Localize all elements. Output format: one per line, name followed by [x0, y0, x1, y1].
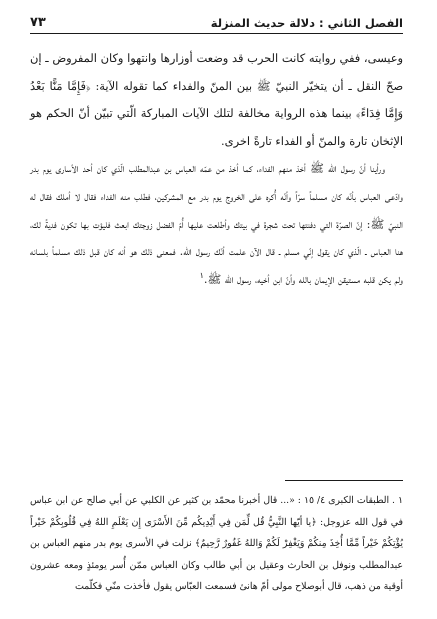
text-line: ورأينا أنّ رسول الله ﷺ أخذ منهم الفداء، كما أخذ من عمّه العباس بن: [164, 161, 385, 176]
main-text: [30, 45, 403, 293]
text-line: إنّي مسلم ـ قال الآن علمت أنّك رسول الله. فمعنى ذلك هو أنه كان قبل ذلك: [74, 244, 314, 259]
header-rule: [30, 33, 403, 34]
paragraph-1: [30, 45, 403, 155]
footnote-marker[interactable]: ١: [199, 270, 204, 280]
footnote-line: ١ . الطبقات الكبرى ٤/ ١٥ : «... قال أخبرنا محمّد بن كثير عن الكلبي عن أبي صالح عن ابن: [55, 495, 403, 506]
chapter-title: الفصل الثاني : دلالة حديث المنزلة: [210, 16, 403, 30]
text-line: الإثخان تارة والمنّ أو الفداء تارةً اخرى.: [221, 133, 403, 148]
footnote-rule: [285, 480, 403, 481]
text-line: وَإِمَّا فِدَاءً﴾ بينما هذه الرواية مخالفة لتلك الآيات المباركة الّتي تبيّن أنّ الحكم هو: [30, 106, 403, 121]
footnote-line: خَيْراً يُؤْتِكُمْ خَيْراً مِّمَّا أُخِذَ مِنكُمْ وَيَغْفِرْ لَكُمْ وَاللهُ غَفُورٌ رَّحِيمٌ﴾ نزلت في الأسرى يوم بدر منهم: [30, 516, 403, 550]
text-line: مسلماً بلسانه ولم يكن قلبه مستيقن الإيمان بالله وأنّ ابن أخيه، رسول الله ﷺ.: [30, 244, 403, 286]
footnote-line: العباس بن عبدالمطلب ونوفل بن الحارث وعقيل بن أبي طالب وكان العباس ممّن أُسر يومئذٍ ومعه: [30, 538, 403, 571]
footnote-line: عباس في قول الله عزوجل: ﴿يا أيّها النَّبِيُّ قُل لِّمَن فِي أَيْدِيكُم مِّنَ الأَسْرَى إِن يَعْلَمِ اللهُ فِي قُلُوبِكُمْ: [30, 495, 403, 528]
text-line: فقال له النبيّ ﷺ: إنّ الصرّة التي دفنتها تحت شجرة في بيتك وأطلعت عليها أُمّ: [30, 188, 404, 231]
footnote-line: عشرون أوقية من ذهب، قال أبوصلاح مولى أمّ هانئ فسمعت العبّاس يقول فأخذت منّي فكلّمت: [30, 559, 403, 593]
text-line: وأنّه أُكره على الخروج يوم بدر مع المشركين، فطلب منه الفداء فقال لا أملك: [56, 188, 292, 203]
footnote-text: [30, 490, 403, 598]
text-line: الفضل زوجتك ابعث فليؤت بها تكون فديةً لك، هنا العباس ـ الّذي كان يقول: [30, 216, 404, 259]
text-line: إن صحّ النقل ـ أن يتخيّر النبيّ ﷺ بين المنّ والفداء كما تقوله الآية: ﴿فَإِمَّا مَنًّا بَعْدُ: [30, 51, 403, 93]
page-number: ٧٣: [30, 15, 46, 30]
running-header: [30, 12, 403, 30]
text-line: وعيسى، ففي روايته كانت الحرب قد وضعت أوزارها وانتهوا وكان المفروض ـ: [45, 51, 403, 65]
paragraph-2: [30, 155, 403, 293]
text-line: عبدالمطلب الّذي كان أحد الأسارى يوم بدر وادّعى العباس بأنّه كان مسلماً سرّاً: [30, 161, 403, 203]
footnote: [30, 490, 403, 598]
